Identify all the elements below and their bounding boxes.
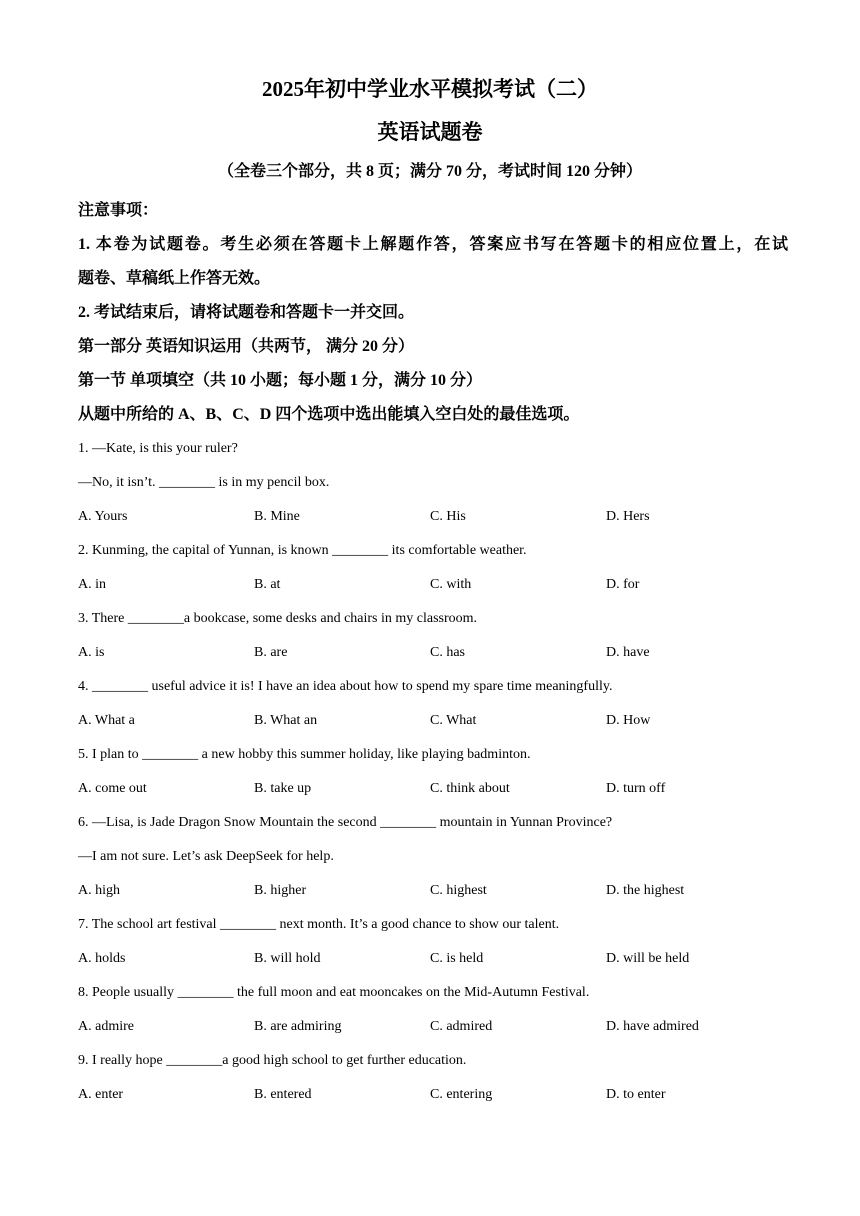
exam-info: （全卷三个部分，共 8 页；满分 70 分，考试时间 120 分钟）	[217, 163, 642, 180]
answer-option: C. think about	[430, 781, 510, 796]
answer-option: C. entering	[430, 1087, 493, 1102]
question-stem-line: 2. Kunming, the capital of Yunnan, is known ________ its comfortable weather.	[78, 543, 527, 558]
answer-option: A. come out	[78, 781, 147, 796]
exam-title: 2025年初中学业水平模拟考试（二）	[262, 77, 598, 101]
answer-option: A. What a	[78, 713, 135, 728]
question-options	[78, 568, 788, 602]
answer-option: B. will hold	[254, 951, 321, 966]
answer-option: A. admire	[78, 1019, 134, 1034]
question-options	[78, 704, 788, 738]
question-stem-line: 6. —Lisa, is Jade Dragon Snow Mountain the second ________ mountain in Yunnan Province?	[78, 815, 613, 830]
question-item	[78, 1044, 788, 1112]
question-stem-line: 9. I really hope ________a good high school to get further education.	[78, 1053, 467, 1068]
question-stem-line: 3. There ________a bookcase, some desks and chairs in my classroom.	[78, 611, 478, 626]
notes-item-1-line-1: 1. 本卷为试题卷。考生必须在答题卡上解题作答，答案应书写在答题卡的相应位置上，在试	[78, 236, 788, 253]
question-item	[78, 602, 788, 670]
question-options	[78, 500, 788, 534]
question-item	[78, 738, 788, 806]
question-stem-line: 5. I plan to ________ a new hobby this summer holiday, like playing badminton.	[78, 747, 531, 762]
answer-option: A. is	[78, 645, 105, 660]
answer-option: D. for	[606, 577, 640, 592]
answer-option: B. Mine	[254, 509, 300, 524]
answer-option: D. to enter	[606, 1087, 666, 1102]
answer-option: C. What	[430, 713, 477, 728]
section-instruction: 从题中所给的 A、B、C、D 四个选项中选出能填入空白处的最佳选项。	[78, 406, 580, 423]
answer-option: D. turn off	[606, 781, 666, 796]
notes-heading: 注意事项：	[78, 202, 159, 219]
question-item	[78, 670, 788, 738]
answer-option: C. admired	[430, 1019, 493, 1034]
answer-option: D. have admired	[606, 1019, 699, 1034]
question-options	[78, 772, 788, 806]
question-options	[78, 942, 788, 976]
question-stem-line: 1. —Kate, is this your ruler?	[78, 441, 238, 456]
question-options	[78, 1010, 788, 1044]
answer-option: A. holds	[78, 951, 126, 966]
section-subsection-heading: 第一节 单项填空（共 10 小题；每小题 1 分，满分 10 分）	[78, 372, 483, 389]
notes-item-1-line-2: 题卷、草稿纸上作答无效。	[78, 270, 271, 287]
question-item	[78, 432, 788, 534]
question-stem-line: 7. The school art festival ________ next month. It’s a good chance to show our talent.	[78, 917, 560, 932]
answer-option: C. highest	[430, 883, 487, 898]
question-options	[78, 1078, 788, 1112]
answer-option: B. higher	[254, 883, 307, 898]
question-item	[78, 534, 788, 602]
answer-option: B. What an	[254, 713, 318, 728]
notes-item-2: 2. 考试结束后，请将试题卷和答题卡一并交回。	[78, 304, 415, 321]
question-stem-line: —No, it isn’t. ________ is in my pencil box.	[78, 475, 330, 490]
question-options	[78, 874, 788, 908]
answer-option: C. with	[430, 577, 472, 592]
answer-option: D. have	[606, 645, 650, 660]
answer-option: B. take up	[254, 781, 312, 796]
answer-option: D. How	[606, 713, 651, 728]
exam-content	[78, 194, 788, 1112]
answer-option: C. His	[430, 509, 466, 524]
question-stem-line: 8. People usually ________ the full moon and eat mooncakes on the Mid-Autumn Festival.	[78, 985, 590, 1000]
answer-option: A. enter	[78, 1087, 124, 1102]
answer-option: A. in	[78, 577, 106, 592]
section-part-heading: 第一部分 英语知识运用（共两节， 满分 20 分）	[78, 338, 415, 355]
answer-option: C. has	[430, 645, 465, 660]
answer-option: B. entered	[254, 1087, 312, 1102]
answer-option: A. high	[78, 883, 120, 898]
answer-option: D. will be held	[606, 951, 690, 966]
question-item	[78, 976, 788, 1044]
question-stem-line: —I am not sure. Let’s ask DeepSeek for help.	[78, 849, 334, 864]
exam-subject-title: 英语试题卷	[377, 120, 483, 144]
question-list	[78, 432, 788, 1112]
answer-option: D. Hers	[606, 509, 650, 524]
answer-option: D. the highest	[606, 883, 685, 898]
answer-option: B. at	[254, 577, 281, 592]
question-options	[78, 636, 788, 670]
question-item	[78, 908, 788, 976]
answer-option: A. Yours	[78, 509, 128, 524]
answer-option: B. are	[254, 645, 288, 660]
answer-option: B. are admiring	[254, 1019, 342, 1034]
answer-option: C. is held	[430, 951, 484, 966]
question-stem-line: 4. ________ useful advice it is! I have an idea about how to spend my spare time meaningfully.	[78, 679, 613, 694]
question-item	[78, 806, 788, 908]
